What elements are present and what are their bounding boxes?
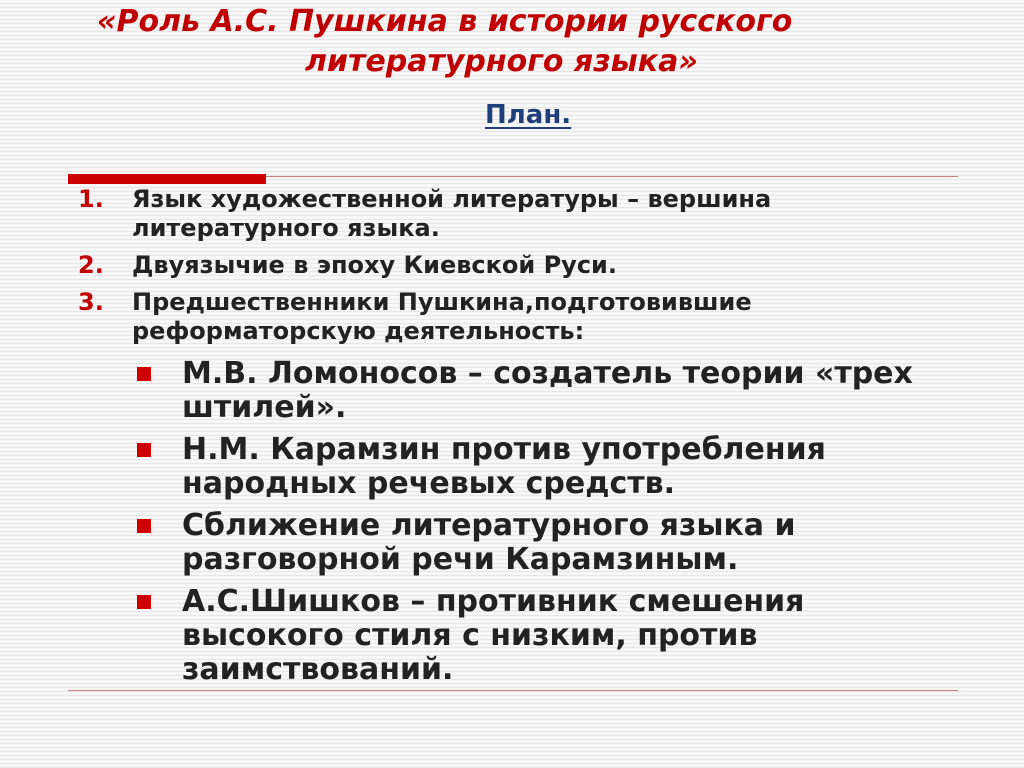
- plan-item-text: Двуязычие в эпоху Киевской Руси.: [132, 251, 617, 279]
- plan-heading: План.: [485, 100, 572, 130]
- predecessors-bullet-list: [135, 357, 955, 695]
- plan-item-2: [78, 251, 958, 280]
- top-divider-line: [266, 176, 958, 177]
- plan-item-1: [78, 185, 958, 243]
- square-bullet-icon: [137, 443, 151, 457]
- bullet-item-shishkov: [135, 585, 955, 687]
- plan-item-3: [78, 288, 958, 346]
- slide-title-line-1: «Роль А.С. Пушкина в истории русского: [97, 4, 793, 39]
- square-bullet-icon: [137, 367, 151, 381]
- slide-title-line-2: литературного языка»: [305, 44, 698, 79]
- square-bullet-icon: [137, 595, 151, 609]
- bullet-item-text: Н.М. Карамзин против употребления народных речевых средств.: [182, 432, 826, 501]
- plan-item-number: 2.: [78, 251, 104, 279]
- bullet-item-karamzin: [135, 433, 955, 501]
- plan-item-text: Язык художественной литературы – вершина литературного языка.: [132, 185, 772, 242]
- slide-title: [0, 0, 1024, 90]
- bottom-divider: [68, 690, 958, 691]
- bullet-item-text: Сближение литературного языка и разговорной речи Карамзиным.: [182, 508, 796, 577]
- top-divider-accent-bar: [68, 174, 266, 184]
- top-divider: [68, 174, 958, 184]
- square-bullet-icon: [137, 519, 151, 533]
- bullet-item-text: А.С.Шишков – противник смешения высокого стиля с низким, против заимствований.: [182, 584, 805, 687]
- bullet-item-text: М.В. Ломоносов – создатель теории «трех штилей».: [182, 356, 913, 425]
- bullet-item-lomonosov: [135, 357, 955, 425]
- plan-item-text: Предшественники Пушкина,подготовившие реформаторскую деятельность:: [132, 288, 752, 345]
- plan-item-number: 1.: [78, 185, 104, 213]
- plan-item-number: 3.: [78, 288, 104, 316]
- plan-numbered-list: [78, 185, 958, 346]
- bullet-item-convergence: [135, 509, 955, 577]
